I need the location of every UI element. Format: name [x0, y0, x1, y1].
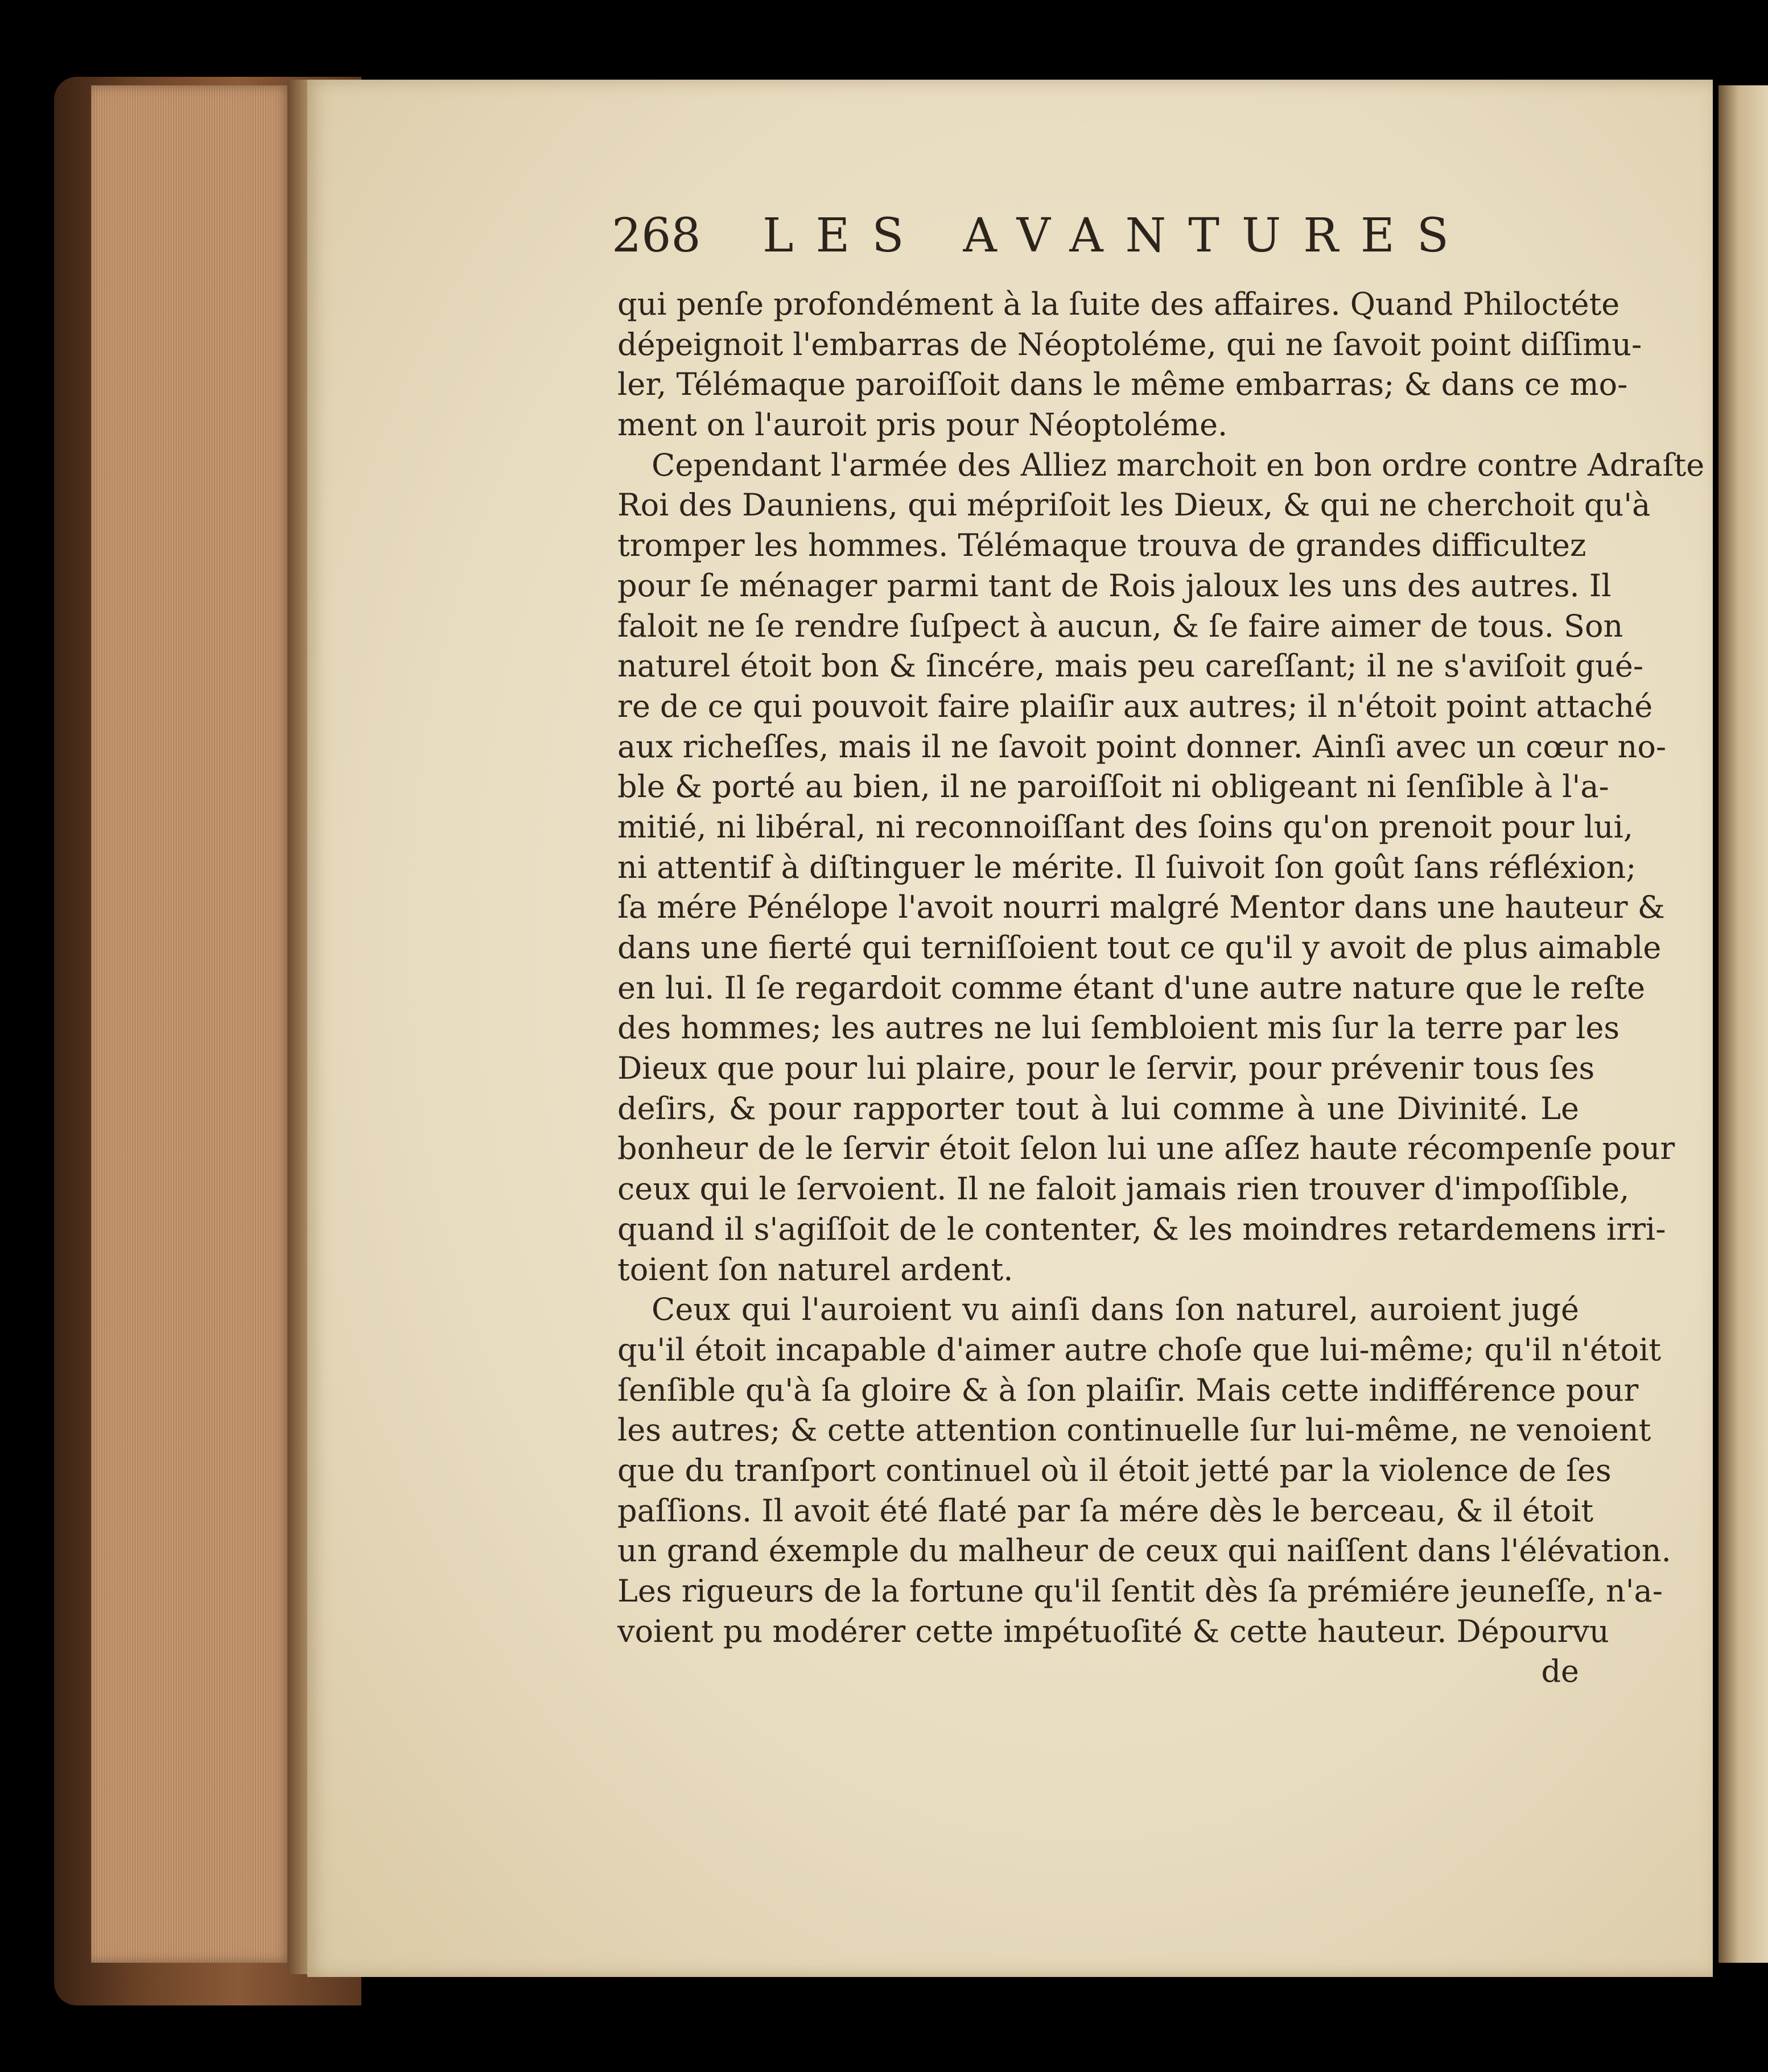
- running-head: [612, 205, 1471, 267]
- body-text: [617, 284, 1705, 1692]
- text-line: Roi des Dauniens, qui mépriſoit les Dieux, & qui ne cherchoit qu'à: [617, 487, 1651, 523]
- text-line: pour ſe ménager parmi tant de Rois jaloux les uns des autres. Il: [617, 567, 1612, 604]
- text-line: en lui. Il ſe regardoit comme étant d'une autre nature que le reſte: [617, 969, 1646, 1006]
- text-line: quand il s'agiſſoit de le contenter, & les moindres retardemens irri-: [617, 1211, 1666, 1247]
- text-line: ment on l'auroit pris pour Néoptoléme.: [617, 407, 1228, 443]
- text-line: ni attentif à diſtinguer le mérite. Il ſuivoit ſon goût ſans réfléxion;: [617, 849, 1637, 885]
- facing-page-edge: [1718, 85, 1768, 1963]
- text-line: ſa mére Pénélope l'avoit nourri malgré Mentor dans une hauteur &: [617, 889, 1665, 926]
- text-line: un grand éxemple du malheur de ceux qui naiſſent dans l'élévation.: [617, 1533, 1671, 1569]
- text-line: des hommes; les autres ne lui ſembloient mis ſur la terre par les: [617, 1010, 1620, 1046]
- text-line: ler, Télémaque paroiſſoit dans le même embarras; & dans ce mo-: [617, 366, 1628, 403]
- text-line: re de ce qui pouvoit faire plaiſir aux autres; il n'étoit point attaché: [617, 688, 1653, 724]
- text-line: tromper les hommes. Télémaque trouva de grandes difficultez: [617, 527, 1586, 564]
- text-line: ceux qui le ſervoient. Il ne faloit jamais rien trouver d'impoſſible,: [617, 1171, 1630, 1207]
- text-line: voient pu modérer cette impétuoſité & cette hauteur. Dépourvu: [617, 1613, 1609, 1649]
- text-line: Cependant l'armée des Alliez marchoit en bon ordre contre Adraſte: [652, 447, 1705, 483]
- text-line: ble & porté au bien, il ne paroiſſoit ni obligeant ni ſenſible à l'a-: [617, 769, 1609, 805]
- text-line: aux richeſſes, mais il ne ſavoit point donner. Ainſi avec un cœur no-: [617, 728, 1667, 765]
- text-line: deſirs, & pour rapporter tout à lui comme à une Divinité. Le: [617, 1090, 1579, 1126]
- text-line: dépeignoit l'embarras de Néoptoléme, qui ne ſavoit point diſſimu-: [617, 326, 1642, 362]
- text-line: dans une fierté qui terniſſoient tout ce qu'il y avoit de plus aimable: [617, 930, 1662, 965]
- text-line: ſenſible qu'à ſa gloire & à ſon plaiſir. Mais cette indifférence pour: [617, 1372, 1639, 1408]
- catchword: de: [1541, 1653, 1579, 1690]
- text-line: Ceux qui l'auroient vu ainſi dans ſon naturel, auroient jugé: [652, 1291, 1579, 1328]
- text-line: Dieux que pour lui plaire, pour le ſervir, pour prévenir tous ſes: [617, 1050, 1595, 1087]
- text-line: bonheur de le ſervir étoit ſelon lui une aſſez haute récompenſe pour: [617, 1130, 1675, 1167]
- text-line: faloit ne ſe rendre ſuſpect à aucun, & ſe faire aimer de tous. Son: [617, 608, 1623, 644]
- text-line: naturel étoit bon & ſincére, mais peu careſſant; il ne s'aviſoit gué-: [617, 648, 1644, 684]
- text-line: les autres; & cette attention continuelle ſur lui-même, ne venoient: [617, 1412, 1651, 1448]
- page-number: 268: [612, 209, 701, 263]
- running-title: LES AVANTURES: [763, 209, 1471, 263]
- text-line: toient ſon naturel ardent.: [617, 1251, 1013, 1287]
- text-line: qu'il étoit incapable d'aimer autre choſe que lui-même; qu'il n'étoit: [617, 1331, 1662, 1368]
- text-line: que du tranſport continuel où il étoit jetté par la violence de ſes: [617, 1452, 1612, 1488]
- text-line: paſſions. Il avoit été flaté par ſa mére dès le berceau, & il étoit: [617, 1492, 1594, 1529]
- page-edges: [91, 85, 290, 1963]
- text-line: mitié, ni libéral, ni reconnoiſſant des ſoins qu'on prenoit pour lui,: [617, 808, 1634, 845]
- text-line: Les rigueurs de la fortune qu'il ſentit dès ſa prémiére jeuneſſe, n'a-: [617, 1573, 1663, 1609]
- text-line: qui penſe profondément à la ſuite des affaires. Quand Philoctéte: [617, 286, 1620, 322]
